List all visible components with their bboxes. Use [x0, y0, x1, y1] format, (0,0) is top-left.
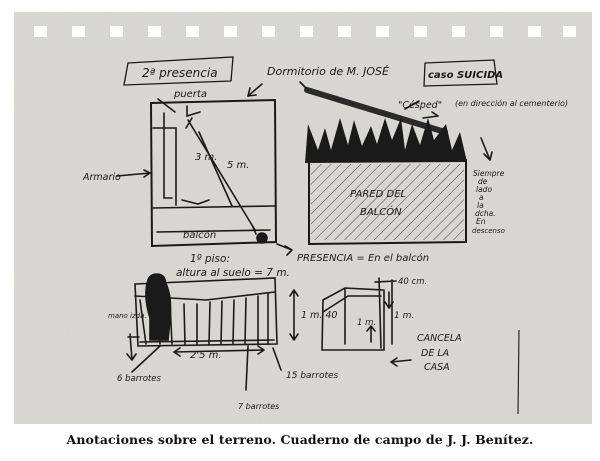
note-cesped: "Césped" — [398, 100, 443, 111]
note-mano-izda: mano izda. — [108, 312, 147, 320]
note-siempre-7: En — [476, 217, 486, 226]
note-cancela-1: CANCELA — [417, 333, 462, 344]
note-1m40: 1 m. 40 — [301, 310, 338, 321]
note-6-barrotes: 6 barrotes — [117, 374, 161, 384]
note-1m-a: 1 m. — [357, 318, 377, 328]
note-dirigio: (en dirección al cementerio) — [455, 99, 569, 108]
note-width: 2'5 m. — [190, 350, 222, 361]
note-1m-b: 1 m. — [394, 311, 415, 321]
note-pared-2: BALCÓN — [360, 207, 402, 218]
photo-caption: Anotaciones sobre el terreno. Cuaderno de campo de J. J. Benítez. — [66, 432, 534, 447]
note-pared-1: PARED DEL — [350, 189, 407, 200]
note-siempre-3: lado — [476, 185, 493, 194]
note-7-barrotes: 7 barrotes — [238, 402, 280, 411]
note-dormitorio: Dormitorio de M. JOSÉ — [267, 65, 389, 78]
note-presencia-2: 2ª presencia — [142, 66, 218, 80]
note-siempre-8: descenso — [472, 227, 505, 235]
note-siempre-6: dcha. — [475, 209, 496, 218]
note-presencia-balcon: PRESENCIA = En el balcón — [297, 253, 430, 264]
note-balcon: balcón — [183, 230, 217, 241]
note-siempre-1: Siempre — [473, 169, 505, 178]
note-40cm: 40 cm. — [398, 277, 428, 287]
note-3m: 3 m. — [195, 152, 218, 163]
note-siempre-2: de — [478, 177, 488, 186]
note-piso-2: altura al suelo = 7 m. — [176, 267, 290, 279]
note-armario: Armario — [83, 172, 121, 183]
note-siempre-4: a — [479, 193, 484, 202]
note-cancela-2: DE LA — [421, 348, 450, 359]
spiral-holes — [34, 26, 576, 37]
note-puerta: puerta — [174, 89, 207, 100]
note-siempre-5: la — [477, 201, 484, 210]
note-15-barrotes: 15 barrotes — [286, 371, 339, 381]
note-caso-suicida: caso SUICIDA — [428, 70, 504, 81]
note-cancela-3: CASA — [424, 362, 450, 373]
note-vegetacion: VEGETACIÓN — [372, 155, 436, 165]
note-piso-1: 1º piso: — [190, 253, 230, 265]
note-5m: 5 m. — [227, 160, 250, 171]
